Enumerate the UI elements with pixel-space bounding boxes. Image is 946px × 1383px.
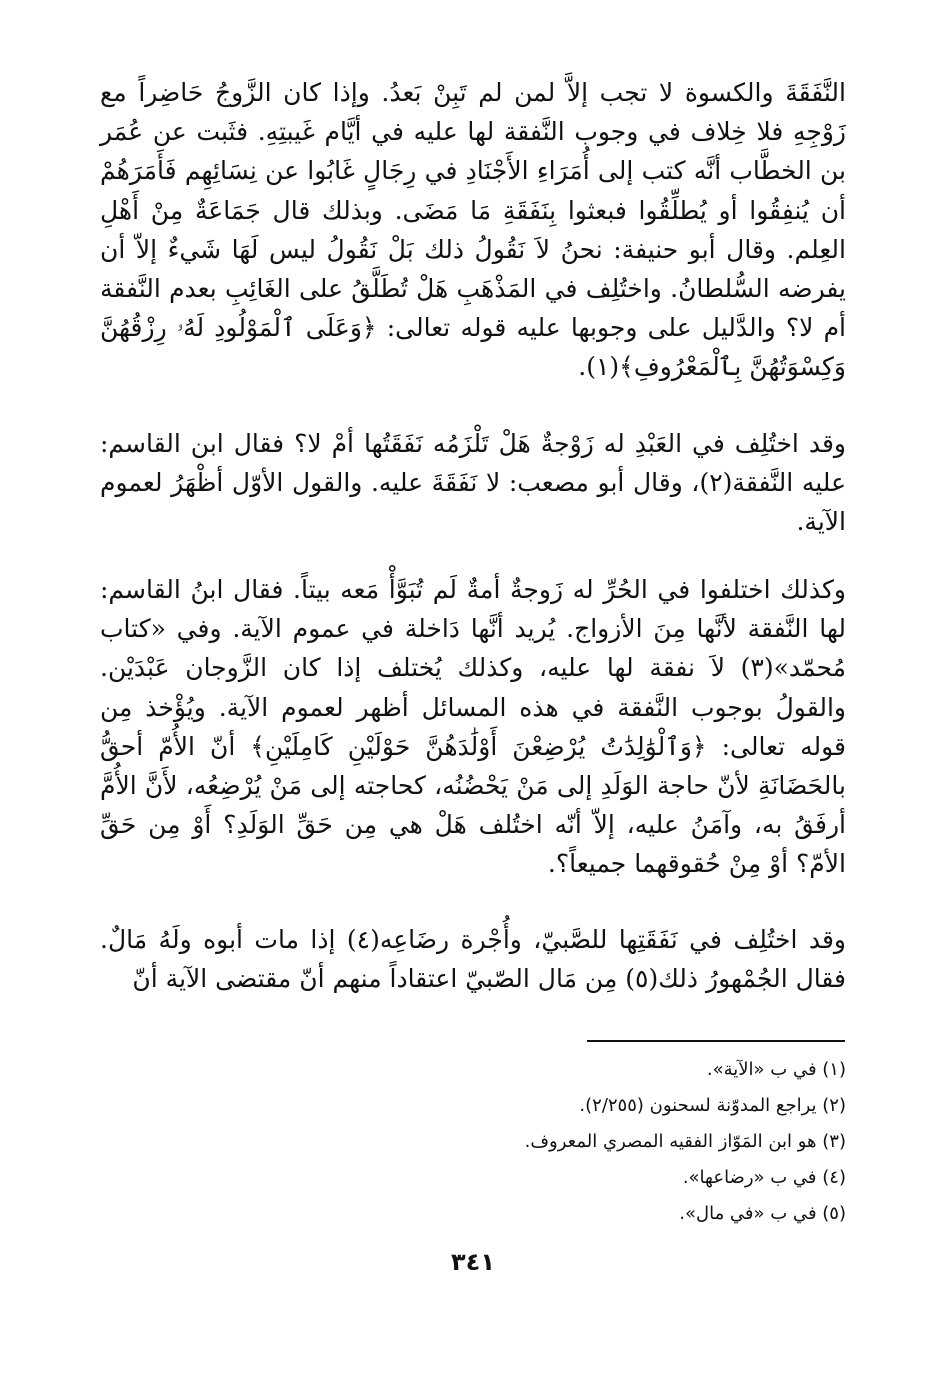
paragraph-1 [100, 73, 846, 387]
paragraph-1-text: النَّفَقَةَ والكسوة لا تجب إلاَّ لمن لم تَبِنْ بَعدُ. وإذا كان الزَّوجُ حَاضِراً مع زَوْجِهِ فلا خِلاف في وجوب النَّفقة لها عليه في أيَّام غَيبتِهِ. فثَبت عن عُمَر بن الخطَّاب أنَّه كتب إلى أُمَرَاءِ الأَجْنَادِ في رِجَالٍ غَابُوا عن نِسَائِهِم فَأَمَرَهُمْ أن يُنفِقُوا أو يُطلِّقُوا فبعثوا بِنَفَقَةِ مَا مَضَى. وبذلك قال جَمَاعَةٌ مِنْ أَهْلِ العِلم. وقال أبو حنيفة: نحنُ لاَ نَقُولُ ذلك بَلْ نَقُولُ ليس لَهَا شَيءٌ إلاّ أن يفرضه السُّلطانُ. واختُلِف في المَذْهَبِ هَلْ تُطَلَّقُ على الغَائِبِ بعدم النَّفقة أم لا؟ والدَّليل على وجوبها عليه قوله تعالى: ﴿وَعَلَى ٱلْمَوْلُودِ لَهُۥ رِزْقُهُنَّ وَكِسْوَتُهُنَّ بِٱلْمَعْرُوفِ﴾(١). [100, 78, 846, 382]
footnotes-list [100, 1052, 846, 1232]
footnote-5: (٥) في ب «في مال». [679, 1203, 846, 1224]
paragraph-3-text: وكذلك اختلفوا في الحُرِّ له زَوجةٌ أمةٌ لَم تُبَوَّأْ مَعه بيتاً. فقال ابنُ القاسم: لها النَّفقة لأنَّها مِنَ الأزواج. يُريد أنَّها دَاخلة في عموم الآية. وفي «كتاب مُحمّد»(٣) لاَ نفقة لها عليه، وكذلك يُختلف إذا كان الزَّوجان عَبْدَيْن. والقولُ بوجوب النَّفقة في هذه المسائل أظهر لعموم الآية. ويُؤْخذ مِن قوله تعالى: ﴿وَٱلْوَٰلِدَٰتُ يُرْضِعْنَ أَوْلَٰدَهُنَّ حَوْلَيْنِ كَامِلَيْنِ﴾ أنّ الأُمّ أحقُّ بالحَضَانَةِ لأنّ حاجة الوَلَدِ إلى مَنْ يَحْضُنُه، كحاجته إلى مَنْ يُرْضِعُه، لأَنَّ الأُمَّ أرفَقُ به، وآمَنُ عليه، إلاّ أنّه اختُلف هَلْ هي مِن حَقِّ الوَلَدِ؟ أَوْ مِن حَقِّ الأمّ؟ أوْ مِنْ حُقوقهما جميعاً؟. [100, 575, 846, 879]
paragraph-3 [100, 570, 846, 884]
paragraph-4-text: وقد اختُلِف في نَفَقَتِها للصَّبيّ، وأُجْرة رضَاعِه(٤) إذا مات أبوه ولَهُ مَالٌ. فقال الجُمْهورُ ذلك(٥) مِن مَال الصّبيّ اعتقاداً منهم أنّ مقتضى الآية أنّ [100, 925, 847, 994]
footnote-separator [587, 1040, 845, 1042]
paragraph-4 [100, 920, 846, 998]
paragraph-2-text: وقد اختُلِف في العَبْدِ له زَوْجةٌ هَلْ تَلْزَمُه نَفَقَتُها أمْ لا؟ فقال ابن القاسم: عليه النَّفقة(٢)، وقال أبو مصعب: لا نَفَقَةَ عليه. والقول الأوّل أظْهَرُ لعموم الآية. [100, 429, 846, 537]
page-number: ٣٤١ [451, 1248, 495, 1276]
footnote-3: (٣) هو ابن المَوّاز الفقيه المصري المعروف. [524, 1131, 846, 1152]
footnote-2: (٢) يراجع المدوّنة لسحنون (٢/٢٥٥). [579, 1095, 846, 1116]
footnote-1: (١) في ب «الآية». [706, 1059, 846, 1080]
paragraph-2 [100, 424, 846, 542]
footnote-4: (٤) في ب «رضاعها». [682, 1167, 846, 1188]
